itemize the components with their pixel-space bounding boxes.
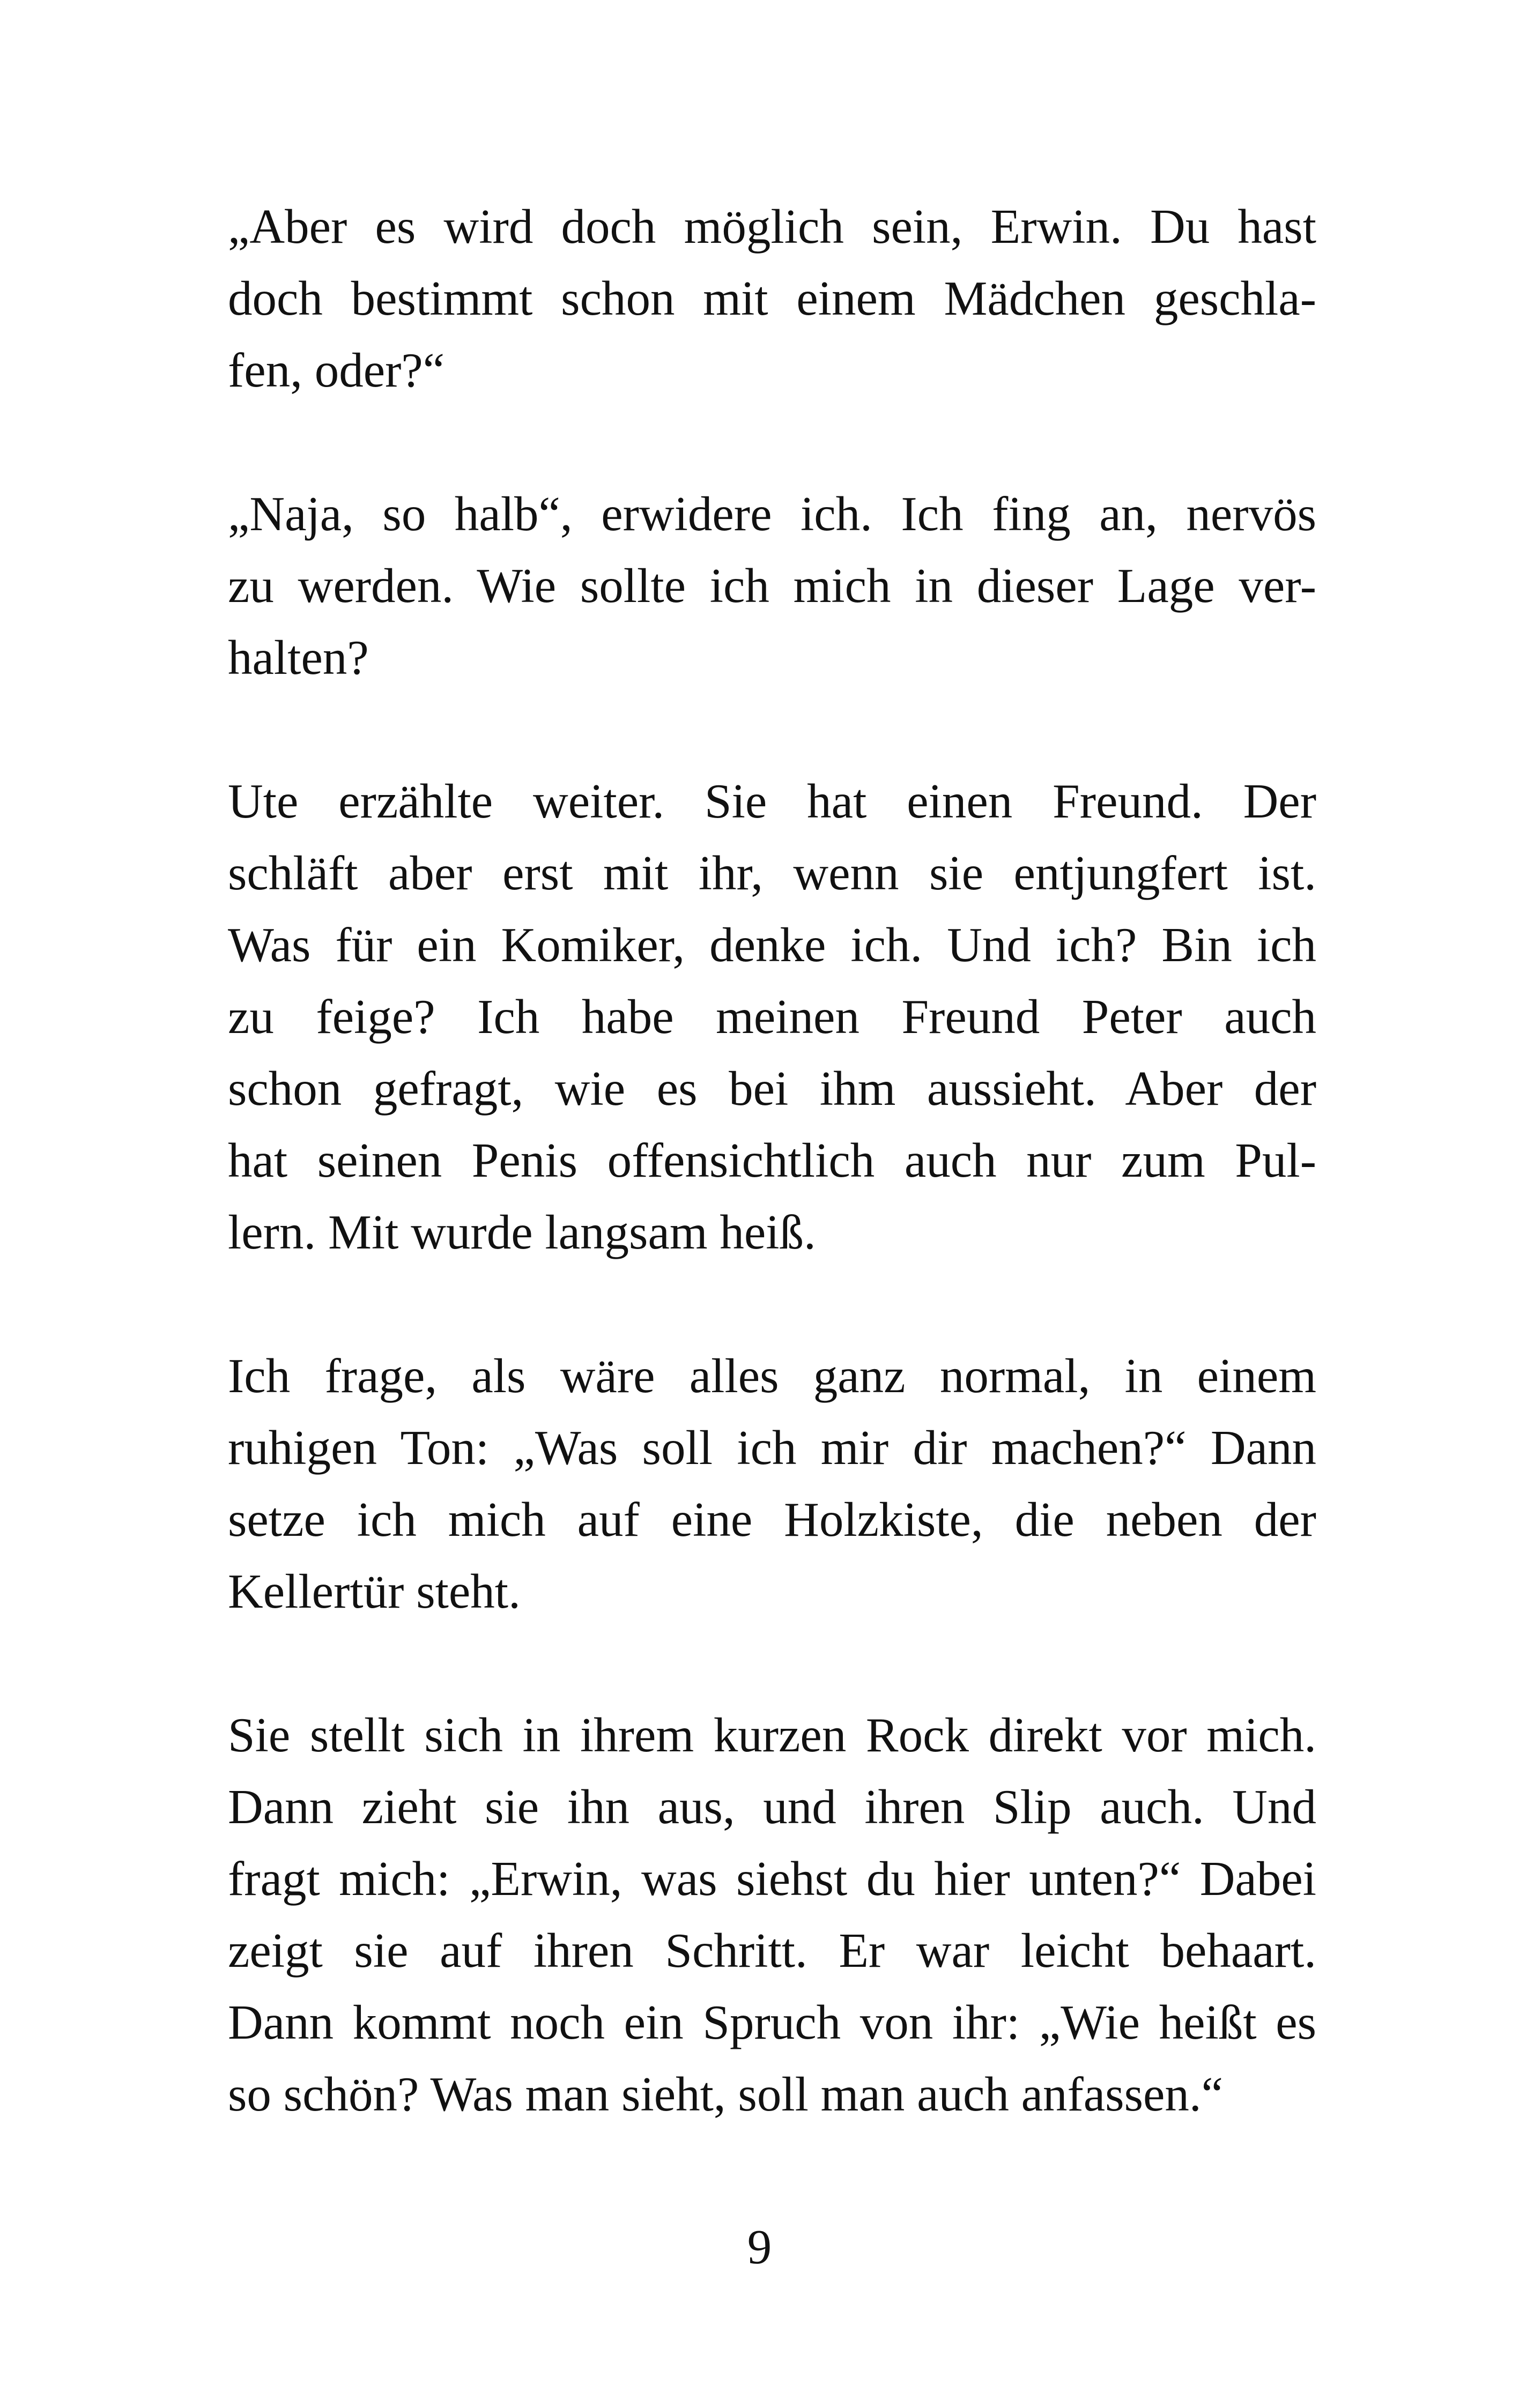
text-line: „Naja, so halb“, erwidere ich. Ich fing an, nervös — [228, 487, 1316, 541]
paragraph — [228, 1699, 1316, 2130]
body-text — [228, 191, 1316, 2130]
paragraph — [228, 1340, 1316, 1627]
text-line: doch bestimmt schon mit einem Mädchen geschla- — [228, 271, 1316, 325]
text-line: fen, oder?“ — [228, 343, 445, 397]
text-line: Ute erzählte weiter. Sie hat einen Freund. Der — [228, 774, 1316, 828]
paragraph — [228, 191, 1316, 406]
text-line: hat seinen Penis offensichtlich auch nur zum Pul- — [228, 1133, 1316, 1187]
text-line: Dann zieht sie ihn aus, und ihren Slip auch. Und — [228, 1780, 1316, 1834]
text-line: zu werden. Wie sollte ich mich in dieser Lage ver- — [228, 559, 1316, 613]
text-line: zeigt sie auf ihren Schritt. Er war leicht behaart. — [228, 1923, 1316, 1978]
text-line: Kellertür steht. — [228, 1564, 521, 1618]
text-line: Dann kommt noch ein Spruch von ihr: „Wie heißt es — [228, 1995, 1316, 2049]
text-line: lern. Mit wurde langsam heiß. — [228, 1205, 816, 1259]
text-line: schon gefragt, wie es bei ihm aussieht. Aber der — [228, 1061, 1316, 1116]
text-line: zu feige? Ich habe meinen Freund Peter auch — [228, 990, 1316, 1044]
text-line: „Aber es wird doch möglich sein, Erwin. Du hast — [228, 199, 1316, 254]
text-line: Was für ein Komiker, denke ich. Und ich? Bin ich — [228, 918, 1316, 972]
text-line: fragt mich: „Erwin, was siehst du hier unten?“ Dabei — [228, 1852, 1316, 1906]
paragraph — [228, 765, 1316, 1268]
text-line: halten? — [228, 630, 369, 685]
paragraph — [228, 478, 1316, 694]
text-line: schläft aber erst mit ihr, wenn sie entjungfert ist. — [228, 846, 1316, 900]
text-line: Sie stellt sich in ihrem kurzen Rock direkt vor mich. — [228, 1708, 1316, 1762]
text-line: ruhigen Ton: „Was soll ich mir dir machen?“ Dann — [228, 1421, 1316, 1475]
text-line: so schön? Was man sieht, soll man auch anfassen.“ — [228, 2067, 1224, 2121]
text-line: Ich frage, als wäre alles ganz normal, in einem — [228, 1349, 1316, 1403]
text-line: setze ich mich auf eine Holzkiste, die neben der — [228, 1492, 1316, 1547]
page-number: 9 — [747, 2220, 772, 2274]
